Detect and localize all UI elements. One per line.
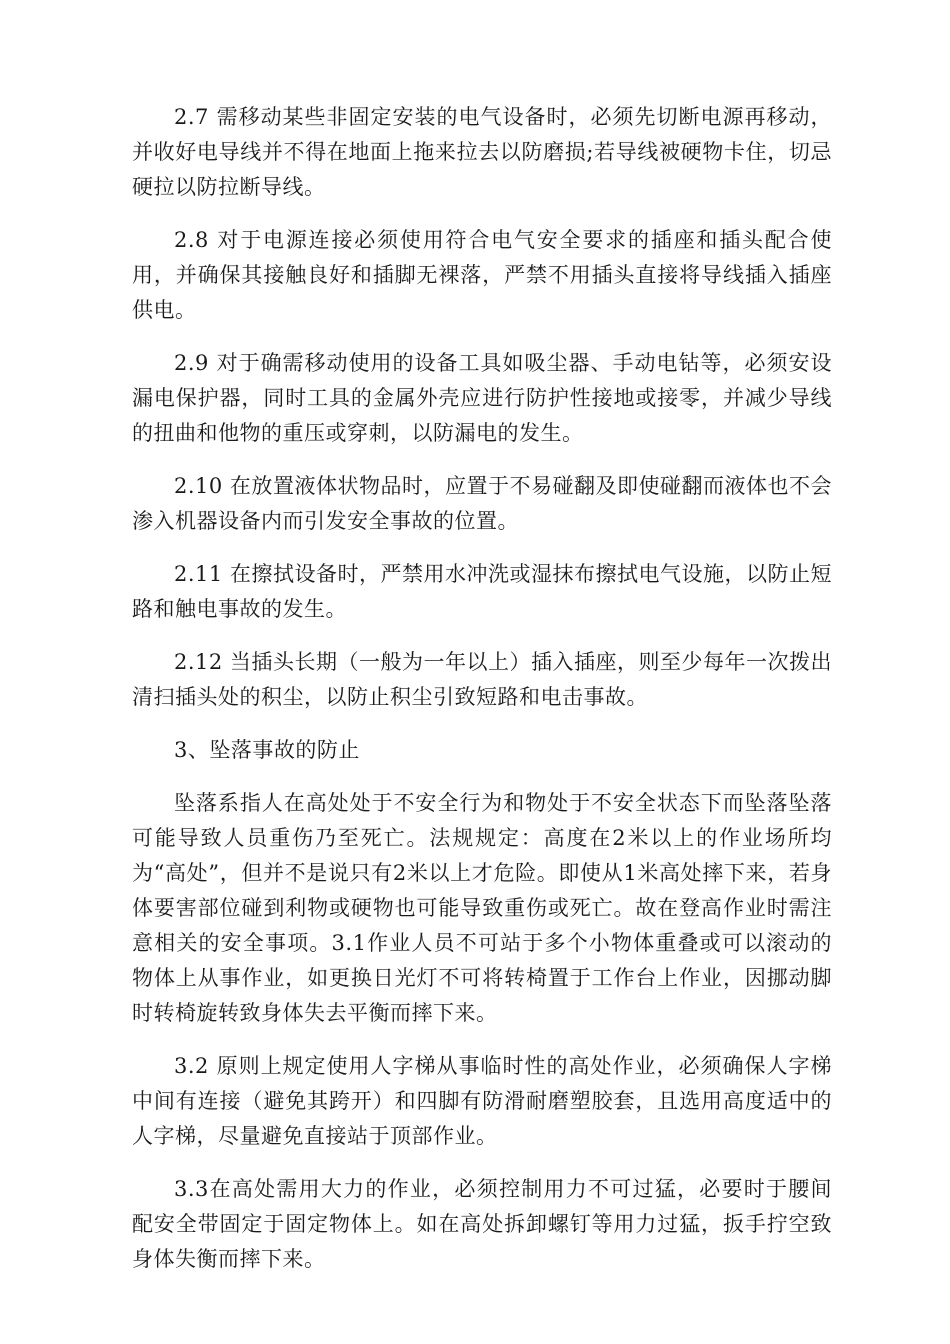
paragraph-3-3: 3.3在高处需用大力的作业，必须控制用力不可过猛，必要时于腰间配安全带固定于固定物体上。如在高处拆卸螺钉等用力过猛，扳手拧空致身体失衡而摔下来。 bbox=[132, 1177, 832, 1271]
section-heading: 3、坠落事故的防止 bbox=[174, 738, 360, 762]
document-body bbox=[132, 100, 832, 1295]
paragraph-3-2: 3.2 原则上规定使用人字梯从事临时性的高处作业，必须确保人字梯中间有连接（避免其跨开）和四脚有防滑耐磨塑胶套，且选用高度适中的人字梯，尽量避免直接站于顶部作业。 bbox=[132, 1054, 832, 1148]
paragraph-2-10: 2.10 在放置液体状物品时，应置于不易碰翻及即使碰翻而液体也不会渗入机器设备内而引发安全事故的位置。 bbox=[132, 474, 832, 533]
paragraph-2-12: 2.12 当插头长期（一般为一年以上）插入插座，则至少每年一次拨出清扫插头处的积尘，以防止积尘引致短路和电击事故。 bbox=[132, 650, 832, 709]
paragraph-2-11: 2.11 在擦拭设备时，严禁用水冲洗或湿抹布擦拭电气设施，以防止短路和触电事故的发生。 bbox=[132, 562, 832, 621]
paragraph-2-7: 2.7 需移动某些非固定安装的电气设备时，必须先切断电源再移动，并收好电导线并不得在地面上拖来拉去以防磨损;若导线被硬物卡住，切忌硬拉以防拉断导线。 bbox=[132, 105, 832, 199]
paragraph-fall-intro: 坠落系指人在高处处于不安全行为和物处于不安全状态下而坠落坠落可能导致人员重伤乃至死亡。法规规定：高度在2米以上的作业场所均为“高处”，但并不是说只有2米以上才危险。即使从1米高处摔下来，若身体要害部位碰到利物或硬物也可能导致重伤或死亡。故在登高作业时需注意相关的安全事项。3.1作业人员不可站于多个小物体重叠或可以滚动的物体上从事作业，如更换日光灯不可将转椅置于工作台上作业，因挪动脚时转椅旋转致身体失去平衡而摔下来。 bbox=[132, 791, 832, 1025]
paragraph-2-9: 2.9 对于确需移动使用的设备工具如吸尘器、手动电钻等，必须安设漏电保护器，同时工具的金属外壳应进行防护性接地或接零，并减少导线的扭曲和他物的重压或穿刺，以防漏电的发生。 bbox=[132, 351, 832, 445]
paragraph-2-8: 2.8 对于电源连接必须使用符合电气安全要求的插座和插头配合使用，并确保其接触良好和插脚无裸落，严禁不用插头直接将导线插入插座供电。 bbox=[132, 228, 832, 322]
